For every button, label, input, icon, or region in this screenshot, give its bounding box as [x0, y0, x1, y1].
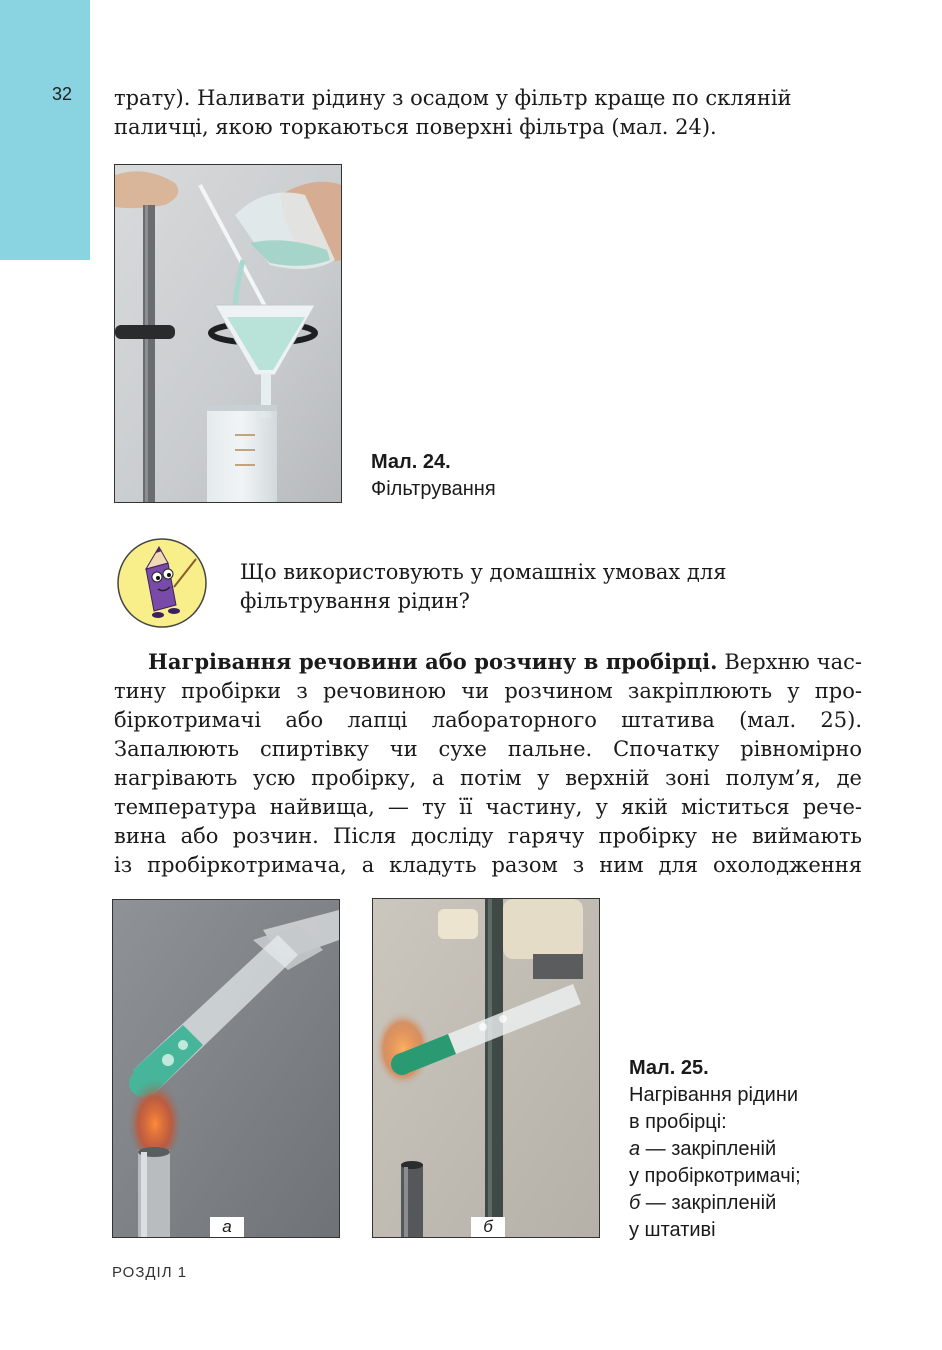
main-line: вина або розчин. Після досліду гарячу пробірку не виймають: [114, 824, 862, 848]
figure-25-caption: [629, 1055, 801, 1244]
section-heading: Нагрівання речовини або розчину в пробірці.: [148, 649, 718, 674]
main-line-rest: Верхню час-: [717, 650, 862, 674]
main-line: температура найвища, — ту її частину, у якій міститься рече-: [114, 795, 862, 819]
pencil-mascot-icon: [116, 537, 208, 629]
item-a-letter: а: [629, 1138, 641, 1160]
main-line: нагрівають усю пробірку, а потім у верхній зоні полум’я, де: [114, 766, 862, 790]
intro-paragraph: [114, 84, 862, 142]
question-line: фільтрування рідин?: [240, 589, 470, 613]
figure-25-item-b: [629, 1190, 801, 1217]
main-line: Запалюють спиртівку чи сухе пальне. Спочатку рівномірно: [114, 737, 862, 761]
figure-25-item-a-cont: у пробіркотримачі;: [629, 1165, 801, 1187]
intro-line: трату). Наливати рідину з осадом у фільтр краще по скляній: [114, 86, 792, 110]
filtration-photo: [114, 164, 342, 503]
test-tube-stand-photo: [372, 898, 600, 1238]
chapter-side-tab: [0, 0, 90, 260]
main-line: тину пробірки з речовиною чи розчином закріплюють у про-: [114, 679, 862, 703]
question-line: Що використовують у домашніх умовах для: [240, 560, 727, 584]
page-number: 32: [52, 84, 73, 104]
photo-a-label: а: [210, 1217, 244, 1237]
item-b-letter: б: [629, 1192, 641, 1214]
main-paragraph: [114, 647, 862, 880]
main-line: із пробіркотримача, а кладуть разом з ним для охолодження: [114, 853, 862, 877]
chapter-footer: РОЗДІЛ 1: [112, 1264, 188, 1281]
figure-25-item-a: [629, 1136, 801, 1163]
figure-24-title: Мал. 24.: [371, 451, 451, 473]
figure-25-text: Нагрівання рідини: [629, 1084, 799, 1106]
figure-24-caption: [371, 449, 496, 503]
test-tube-holder-photo: [112, 899, 340, 1238]
figure-24-text: Фільтрування: [371, 478, 496, 500]
question-text: [240, 558, 840, 616]
figure-25-title: Мал. 25.: [629, 1057, 709, 1079]
item-a-text: — закріпленій: [640, 1138, 777, 1160]
item-b-text: — закріпленій: [640, 1192, 777, 1214]
photo-b-label: б: [471, 1217, 505, 1237]
main-line: біркотримачі або лапці лабораторного штатива (мал. 25).: [114, 708, 862, 732]
intro-line: паличці, якою торкаються поверхні фільтра (мал. 24).: [114, 115, 717, 139]
figure-25-text: в пробірці:: [629, 1111, 727, 1133]
main-line-first: [114, 647, 862, 677]
figure-25-item-b-cont: у штативі: [629, 1219, 716, 1241]
